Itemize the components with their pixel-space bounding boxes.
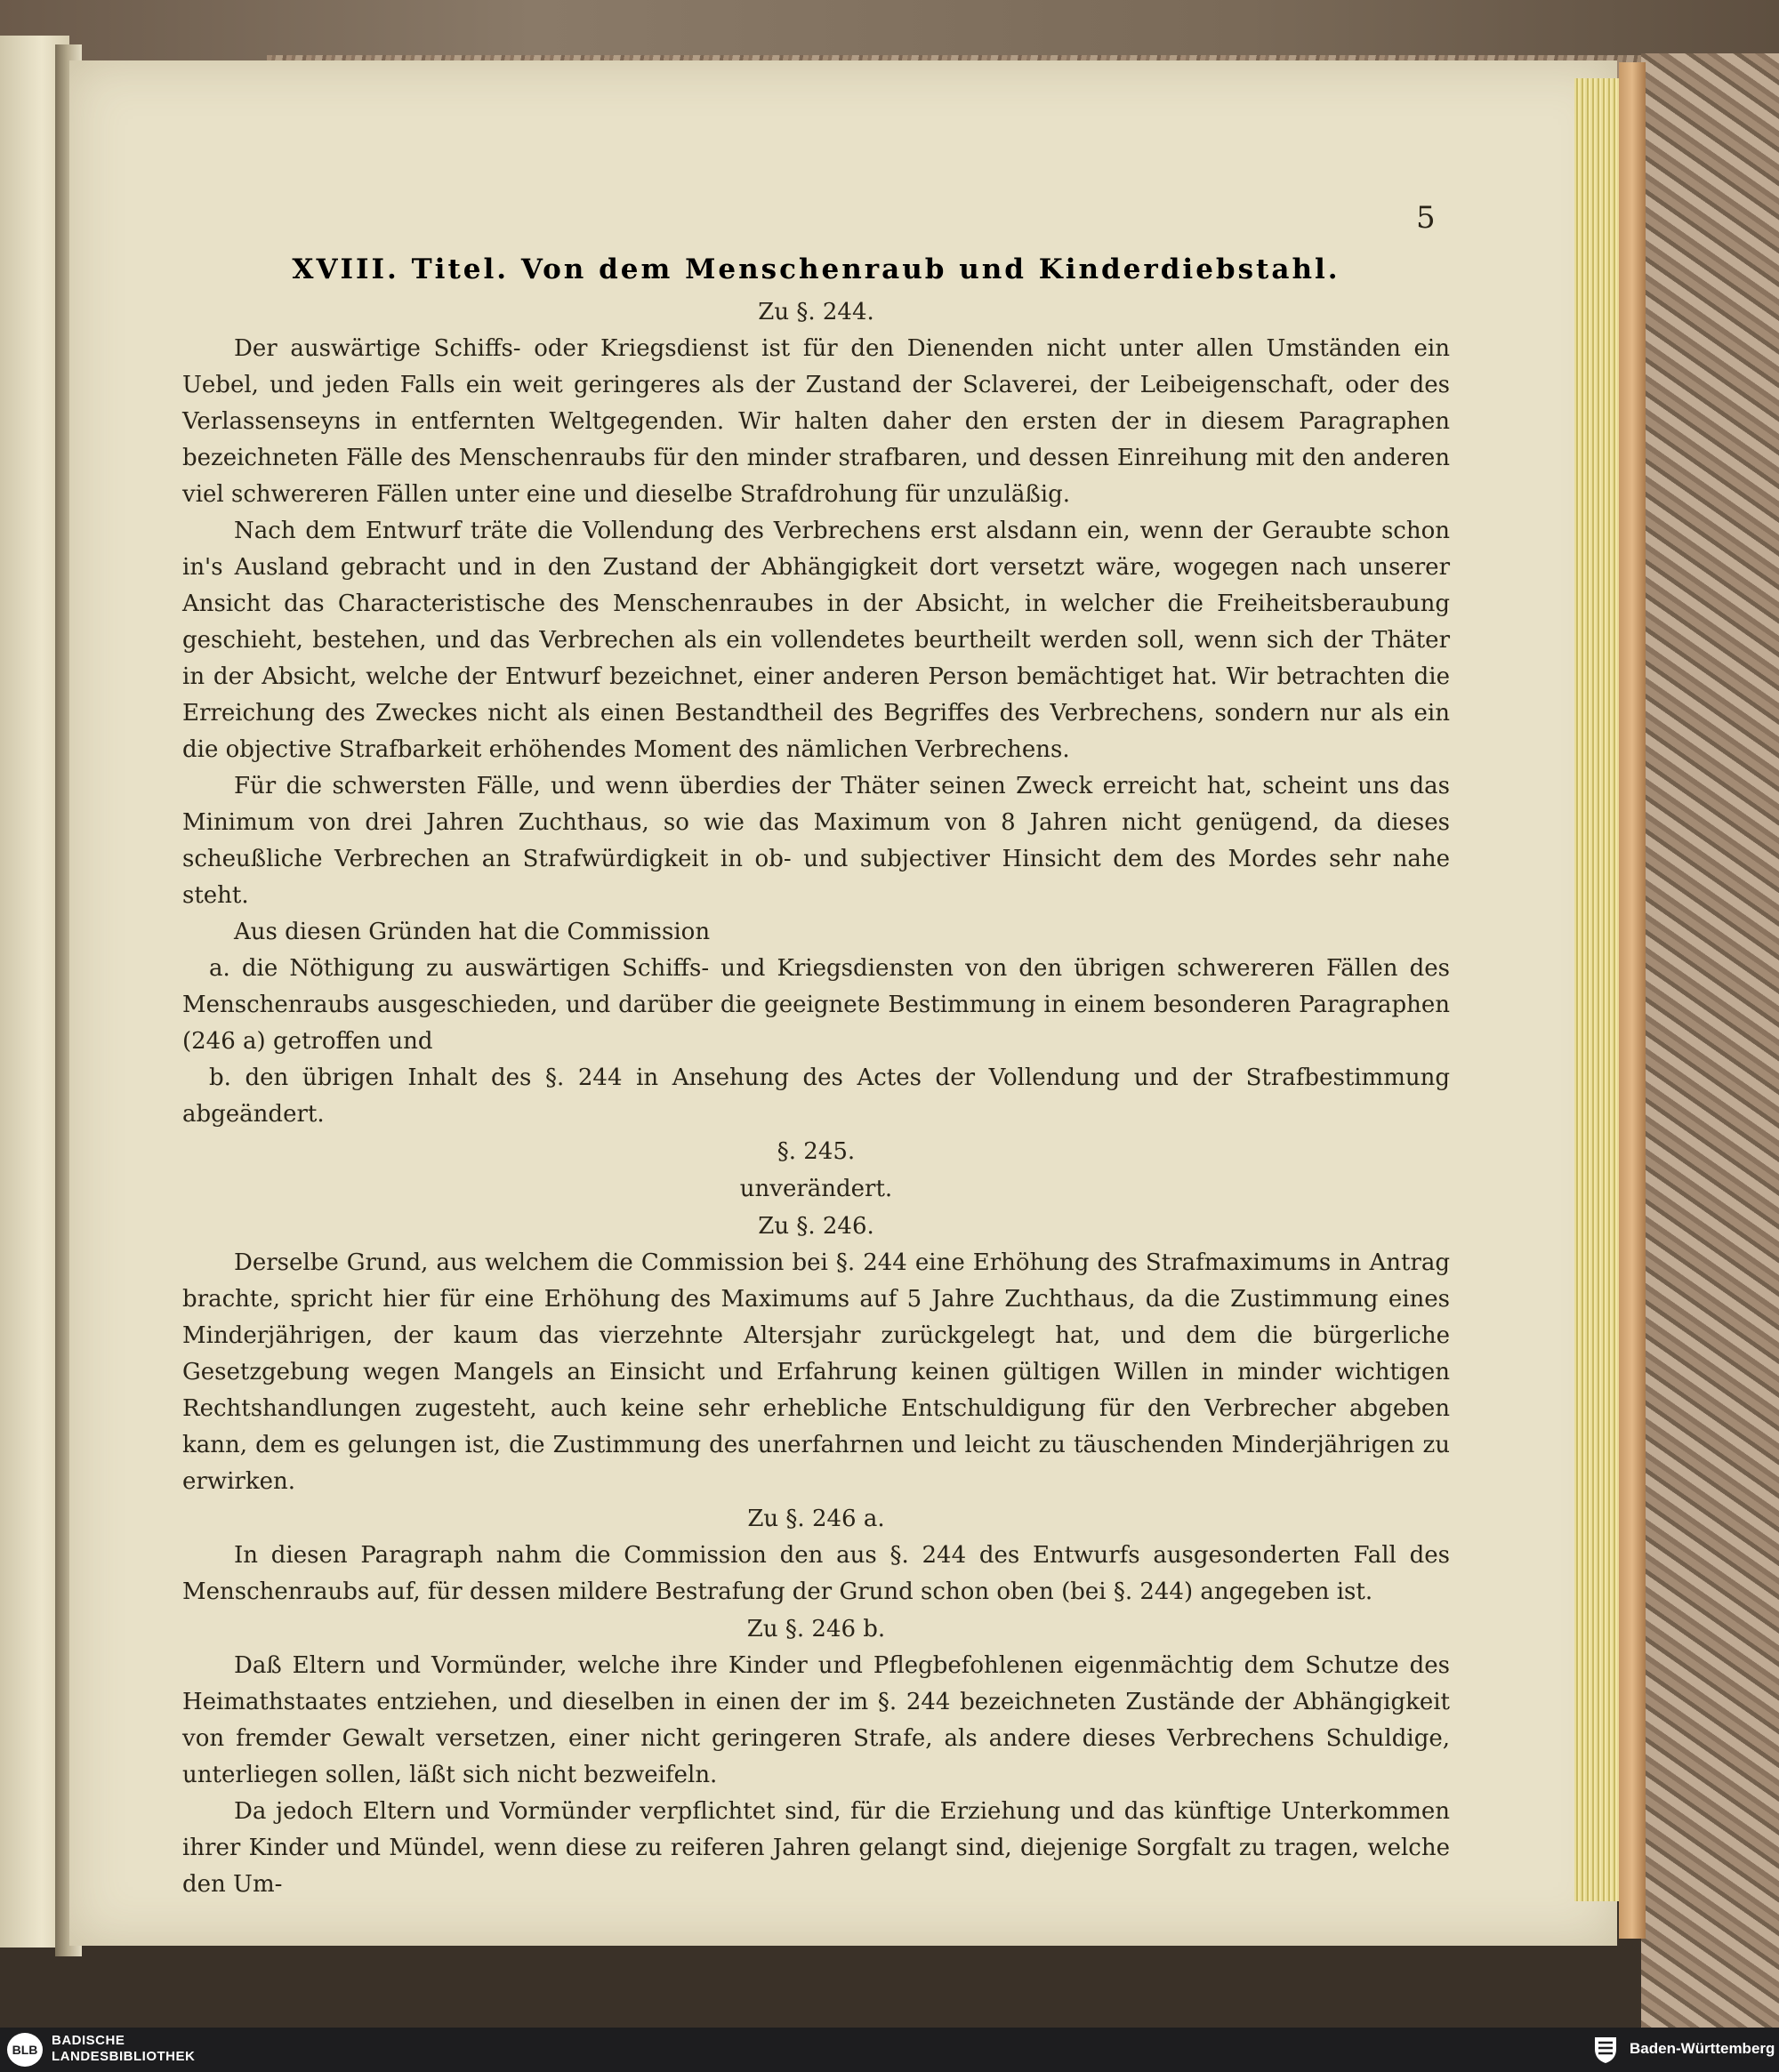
institution-name[interactable] <box>52 2033 195 2065</box>
section-heading: Zu §. 246. <box>758 1213 874 1240</box>
section-heading: Zu §. 244. <box>758 299 874 325</box>
viewer-footer <box>0 2028 1779 2072</box>
section-246a <box>182 1500 1450 1610</box>
paragraph: Derselbe Grund, aus welchem die Commission bei §. 244 eine Erhöhung des Strafmaximums in Antrag brachte, spricht hier für eine Erhöhung des Maximums auf 5 Jahre Zuchthaus, da die Zustimmung eines Minderjährigen, der kaum das vierzehnte Altersjahr zurückgelegt hat, und dem die bürgerliche Gesetzgebung wegen Mangels an Einsicht und Erfahrung keinen gültigen Willen in minder wichtigen Rechtshandlungen zugesteht, auch keine sehr erhebliche Entschuldigung für den Verbrecher abgeben kann, dem es gelungen ist, die Zustimmung des unerfahrnen und leicht zu täuschenden Minderjährigen zu erwirken. <box>182 1249 1450 1495</box>
page-number: 5 <box>1416 200 1436 236</box>
section-246b <box>182 1610 1450 1903</box>
paragraph: Für die schwersten Fälle, und wenn überdies der Thäter seinen Zweck erreicht hat, scheint uns das Minimum von drei Jahren Zuchthaus, so wie das Maximum von 8 Jahren nicht genügend, da dieses scheußliche Verbrechen an Strafwürdigkeit in ob- und subjectiver Hinsicht dem des Mordes sehr nahe steht. <box>182 773 1450 909</box>
paragraph: Da jedoch Eltern und Vormünder verpflichtet sind, für die Erziehung und das künftige Unterkommen ihrer Kinder und Mündel, wenn diese zu reiferen Jahren gelangt sind, diejenige Sorgfalt zu tragen, welche den Um- <box>182 1798 1450 1898</box>
institution-line-1: BADISCHE <box>52 2033 125 2048</box>
list-item-b: b. den übrigen Inhalt des §. 244 in Ansehung des Actes der Vollendung und der Strafbestimmung abgeändert. <box>182 1064 1450 1128</box>
coat-of-arms-icon <box>1592 2035 1619 2065</box>
section-245 <box>182 1133 1450 1208</box>
blb-logo-icon[interactable]: BLB <box>7 2033 43 2067</box>
paragraph: In diesen Paragraph nahm die Commission den aus §. 244 des Entwurfs ausgesonderten Fall des Menschenraubs auf, für dessen mildere Bestrafung der Grund schon oben (bei §. 244) angegeben ist. <box>182 1542 1450 1605</box>
page-body <box>182 293 1450 1903</box>
section-heading: Zu §. 246 a. <box>747 1506 885 1532</box>
paragraph: Daß Eltern und Vormünder, welche ihre Kinder und Pflegbefohlenen eigenmächtig dem Schutze des Heimathstaates entziehen, und dieselben in einen der im §. 244 bezeichneten Zustände der Abhängigkeit von fremder Gewalt versetzen, einer nicht geringeren Strafe, als andere dieses Verbrechens Schuldige, unterliegen sollen, läßt sich nicht bezweifeln. <box>182 1652 1450 1788</box>
list-item-a: a. die Nöthigung zu auswärtigen Schiffs- und Kriegsdiensten von den übrigen schwereren Fällen des Menschenraubs ausgeschieden, und darüber die geeignete Bestimmung in einem besonderen Paragraphen (246 a) getroffen und <box>182 955 1450 1055</box>
title-heading: XVIII. Titel. Von dem Menschenraub und Kinderdiebstahl. <box>292 253 1340 285</box>
section-heading: Zu §. 246 b. <box>746 1616 886 1642</box>
marbled-board-right <box>1641 53 1779 2036</box>
paragraph: Der auswärtige Schiffs- oder Kriegsdienst ist für den Dienenden nicht unter allen Umständen ein Uebel, und jeden Falls ein weit geringeres als der Zustand der Sclaverei, der Leibeigenschaft, oder des Verlassenseyns in entfernten Weltgegenden. Wir halten daher den ersten der in diesem Paragraphen bezeichneten Fälle des Menschenraubs für den minder strafbaren, und dessen Einreihung mit den anderen viel schwereren Fällen unter eine und dieselbe Strafdrohung für unzuläßig. <box>182 335 1450 508</box>
section-246 <box>182 1208 1450 1500</box>
paragraph: Nach dem Entwurf träte die Vollendung des Verbrechens erst alsdann ein, wenn der Geraubte schon in's Ausland gebracht und in den Zustand der Abhängigkeit dort versetzt wäre, wogegen nach unserer Ansicht das Characteristische des Menschenraubes in der Absicht, in welcher die Freiheitsberaubung geschieht, bestehen, und das Verbrechen als ein vollendetes beurtheilt werden soll, wenn sich der Thäter in der Absicht, welche der Entwurf bezeichnet, einer anderen Person bemächtiget hat. Wir betrachten die Erreichung des Zweckes nicht als einen Bestandtheil des Begriffes des Verbrechens, sondern nur als ein die objective Strafbarkeit erhöhendes Moment des nämlichen Verbrechens. <box>182 518 1450 763</box>
paragraph: Aus diesen Gründen hat die Commission <box>234 919 711 945</box>
state-name[interactable]: Baden-Württemberg <box>1630 2040 1775 2057</box>
leather-cover-edge <box>1619 62 1646 1939</box>
section-244 <box>182 293 1450 1133</box>
section-subheading: unverändert. <box>739 1176 893 1202</box>
section-heading: §. 245. <box>777 1138 856 1165</box>
institution-line-2: LANDESBIBLIOTHEK <box>52 2049 196 2064</box>
